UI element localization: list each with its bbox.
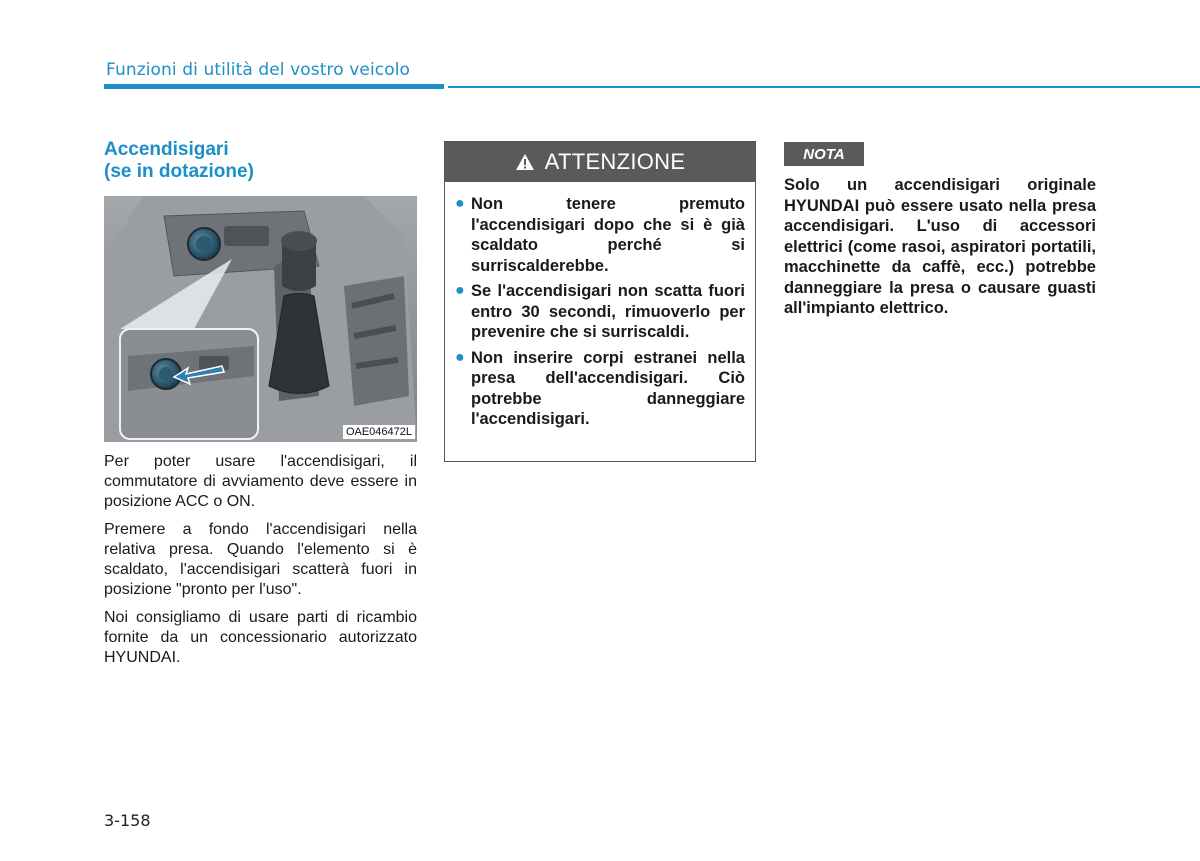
warning-title: ATTENZIONE xyxy=(544,149,686,174)
cigarette-lighter-illustration xyxy=(104,196,417,442)
header-title: Funzioni di utilità del vostro veicolo xyxy=(106,60,411,80)
warning-item-text: Non inserire corpi estranei nella presa dell'accendisigari. Ciò potrebbe danneggiare l'accendisigari. xyxy=(471,348,745,428)
body-text xyxy=(104,452,417,676)
warning-item-text: Non tenere premuto l'accendisigari dopo che si è già scaldato perché si surriscalderebbe. xyxy=(471,195,745,275)
body-paragraph: Per poter usare l'accendisigari, il commutatore di avviamento deve essere in posizione ACC o ON. xyxy=(104,453,417,510)
bullet-icon: ● xyxy=(455,282,465,299)
note-text: Solo un accendisigari originale HYUNDAI può essere usato nella presa accendisigari. L'uso di accessori elettrici (come rasoi, aspiratori portatili, macchinette da caffè, ecc.) potrebbe danneggiare la presa o causare guasti all'impianto elettrico. xyxy=(784,176,1096,317)
bullet-icon: ● xyxy=(455,348,465,366)
warning-list xyxy=(445,182,755,430)
section-title xyxy=(104,139,424,183)
warning-item xyxy=(455,348,745,430)
bullet-icon: ● xyxy=(455,195,465,212)
body-paragraph: Noi consigliamo di usare parti di ricambio fornite da un concessionario autorizzato HYUNDAI. xyxy=(104,609,417,666)
warning-item-text: Se l'accendisigari non scatta fuori entro 30 secondi, rimuoverlo per prevenire che si surriscaldi. xyxy=(471,282,745,341)
warning-header xyxy=(445,142,755,182)
figure-code: OAE046472L xyxy=(343,425,415,439)
page-number: 3-158 xyxy=(104,811,151,830)
warning-box xyxy=(444,141,756,462)
note-label: NOTA xyxy=(784,142,864,166)
warning-item xyxy=(455,194,745,276)
console-drawing xyxy=(104,196,417,442)
section-title-sub: (se in dotazione) xyxy=(104,161,254,182)
warning-triangle-icon xyxy=(515,153,535,171)
warning-item xyxy=(455,281,745,343)
section-title-main: Accendisigari xyxy=(104,139,229,160)
header-rule-thick xyxy=(104,84,444,89)
header-rule-thin xyxy=(448,86,1200,88)
body-paragraph: Premere a fondo l'accendisigari nella relativa presa. Quando l'elemento si è scaldato, l'accendisigari scatterà fuori in posizione "pronto per l'uso". xyxy=(104,521,417,598)
